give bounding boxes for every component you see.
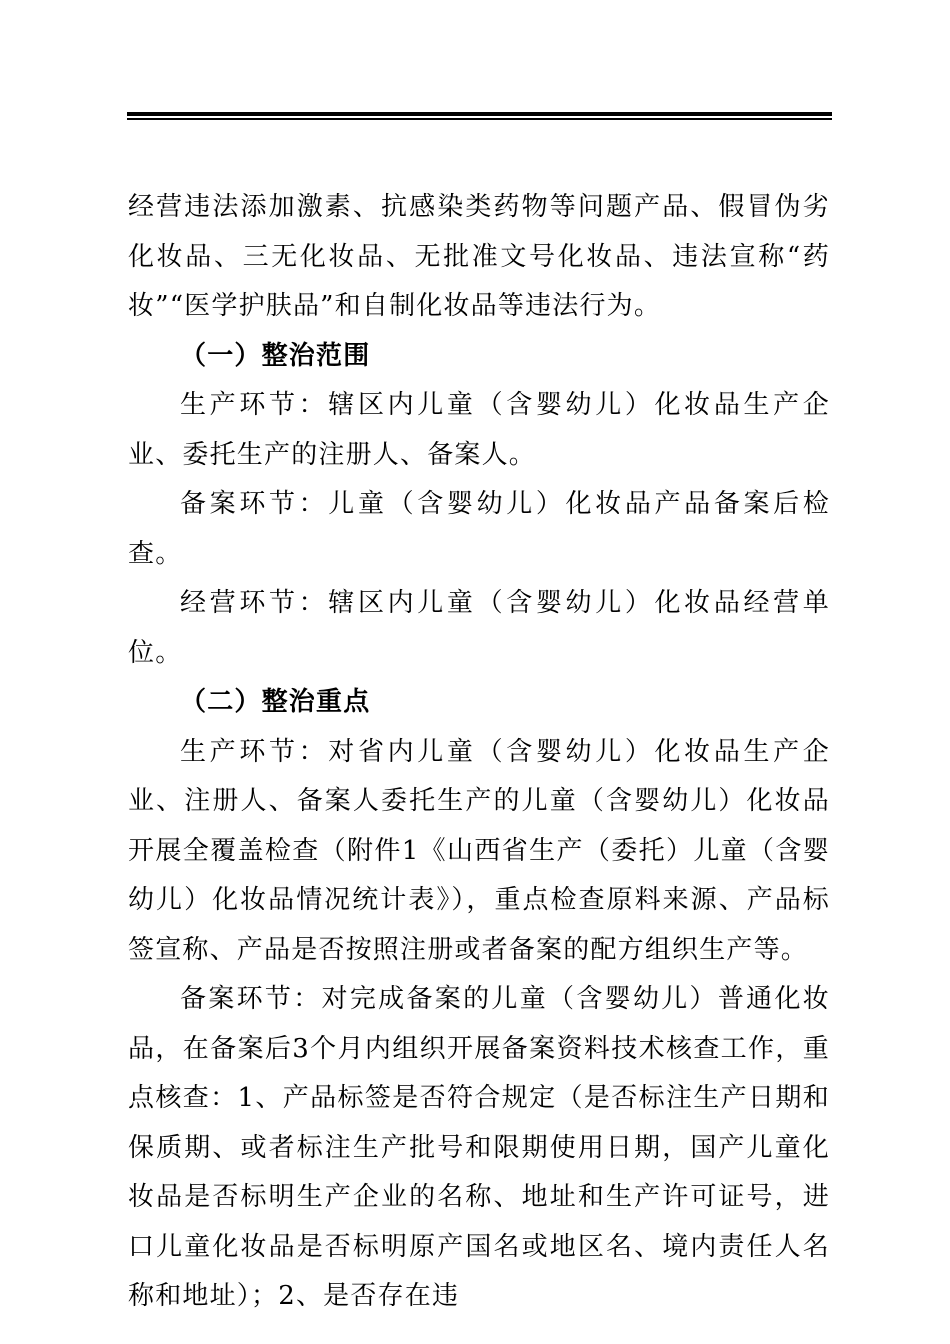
paragraph-filing-scope: 备案环节：儿童（含婴幼儿）化妆品产品备案后检查。 (128, 489, 830, 569)
paragraph-continuation: 经营违法添加激素、抗感染类药物等问题产品、假冒伪劣化妆品、三无化妆品、无批准文号化妆品、违法宣称“药妆”“医学护肤品”和自制化妆品等违法行为。 (128, 192, 830, 321)
header-double-rule (127, 112, 832, 121)
paragraph-production-scope: 生产环节：辖区内儿童（含婴幼儿）化妆品生产企业、委托生产的注册人、备案人。 (128, 390, 830, 470)
header-rule-thin-line (127, 118, 832, 120)
paragraph-operation-scope: 经营环节：辖区内儿童（含婴幼儿）化妆品经营单位。 (128, 588, 830, 668)
section-heading-scope: （一）整治范围 (180, 340, 371, 371)
document-body (128, 183, 830, 1322)
paragraph-production-focus: 生产环节：对省内儿童（含婴幼儿）化妆品生产企业、注册人、备案人委托生产的儿童（含婴幼儿）化妆品开展全覆盖检查（附件1《山西省生产（委托）儿童（含婴幼儿）化妆品情况统计表》），重点检查原料来源、产品标签宣称、产品是否按照注册或者备案的配方组织生产等。 (128, 736, 830, 965)
header-rule-thick-line (127, 112, 832, 116)
paragraph-filing-focus: 备案环节：对完成备案的儿童（含婴幼儿）普通化妆品，在备案后3个月内组织开展备案资料技术核查工作，重点核查：1、产品标签是否符合规定（是否标注生产日期和保质期、或者标注生产批号和限期使用日期，国产儿童化妆品是否标明生产企业的名称、地址和生产许可证号，进口儿童化妆品是否标明原产国名或地区名、境内责任人名称和地址）；2、是否存在违 (128, 984, 830, 1311)
section-heading-focus: （二）整治重点 (180, 687, 371, 717)
